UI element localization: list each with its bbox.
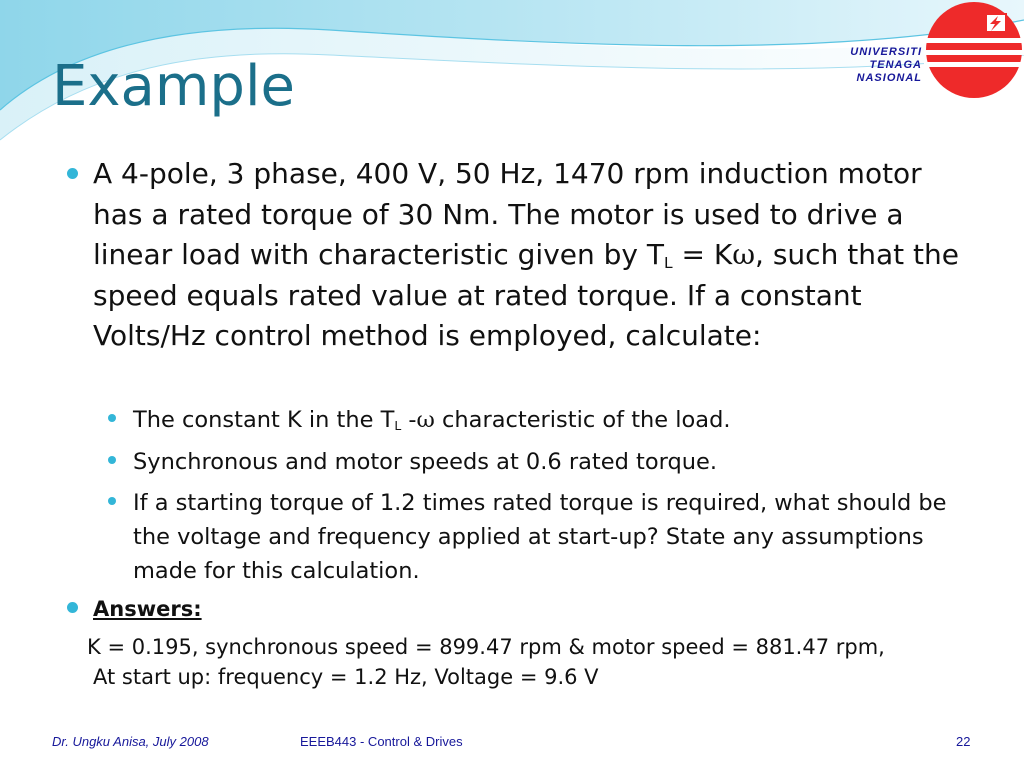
sub-bullet-icon: [108, 497, 116, 505]
subitem-2: Synchronous and motor speeds at 0.6 rated torque.: [133, 449, 717, 475]
answer-line-2: At start up: frequency = 1.2 Hz, Voltage = 9.6 V: [93, 665, 599, 689]
logo-line-3: NASIONAL: [856, 72, 922, 84]
answer-line-1: K = 0.195, synchronous speed = 899.47 rpm & motor speed = 881.47 rpm,: [87, 635, 885, 659]
footer-author: Dr. Ungku Anisa, July 2008: [52, 734, 209, 749]
university-logo-text: [800, 46, 922, 85]
omega-symbol: ω: [732, 238, 756, 271]
sub-bullet-icon: [108, 414, 116, 422]
bullet-icon: [67, 602, 78, 613]
logo-line-2: TENAGA: [869, 59, 922, 71]
problem-statement: A 4-pole, 3 phase, 400 V, 50 Hz, 1470 rpm induction motor has a rated torque of 30 Nm. The motor is used to drive a linear load with characteristic given by $T_L = K\omega$, such that the speed equals rated value at rated torque. If a constant Volts/Hz control method is employed, calculate:: [93, 157, 959, 352]
subscript-l: L: [664, 253, 673, 272]
omega-symbol: ω: [416, 407, 435, 433]
footer-page-number: 22: [956, 734, 971, 749]
subitem-3: If a starting torque of 1.2 times rated torque is required, what should be the voltage and frequency applied at start-up? State any assumptions made for this calculation.: [133, 490, 947, 584]
bullet-icon: [67, 168, 78, 179]
logo-line-1: UNIVERSITI: [850, 46, 922, 58]
footer-course: EEEB443 - Control & Drives: [300, 734, 463, 749]
university-logo-icon: [924, 0, 1024, 100]
answers-label: Answers:: [93, 597, 202, 621]
sub-bullet-icon: [108, 456, 116, 464]
subitem-1: The constant K in the $T_L$ -ω characteristic of the load.: [133, 407, 731, 434]
slide-title: Example: [52, 54, 295, 119]
